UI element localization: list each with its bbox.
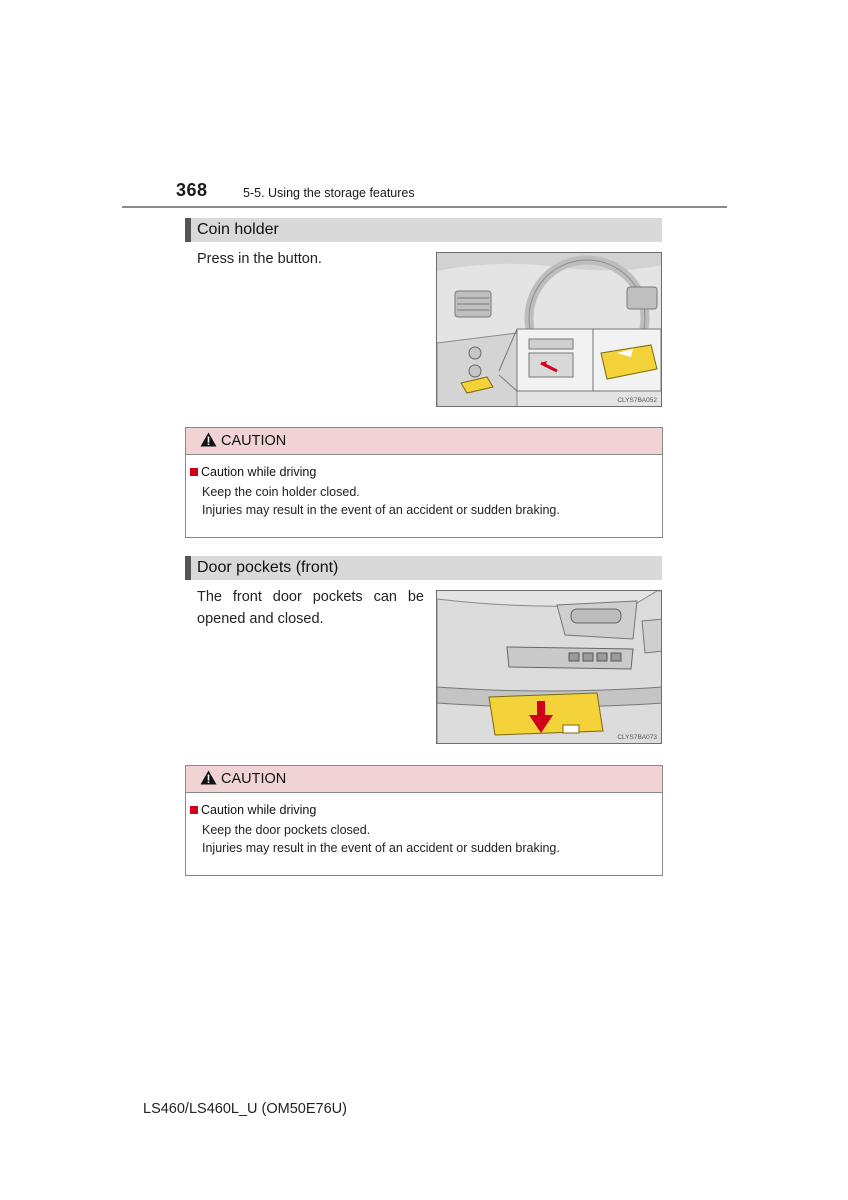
- page-number: 368: [176, 180, 208, 200]
- caution-subheading-text: Caution while driving: [201, 465, 317, 479]
- red-bullet-icon: [190, 806, 198, 814]
- caution-line: Keep the coin holder closed.: [202, 485, 360, 499]
- caution-subheading: [190, 803, 662, 817]
- caution-label: CAUTION: [221, 433, 287, 449]
- coin-holder-text: Press in the button.: [197, 251, 322, 267]
- caution-box-coin-holder: [185, 427, 663, 538]
- footer-model-code: LS460/LS460L_U (OM50E76U): [143, 1101, 347, 1117]
- caution-header: [186, 766, 662, 793]
- header-divider: [122, 206, 727, 208]
- warning-triangle-icon: [200, 430, 217, 456]
- coin-holder-illustration: [436, 252, 662, 407]
- caution-line: Injuries may result in the event of an accident or sudden braking.: [202, 841, 560, 855]
- door-pockets-illustration: [436, 590, 662, 744]
- red-bullet-icon: [190, 468, 198, 476]
- caution-subheading-text: Caution while driving: [201, 803, 317, 817]
- caution-line: Injuries may result in the event of an accident or sudden braking.: [202, 503, 560, 517]
- coin-holder-figure-code: CLYS7BA052: [617, 397, 657, 404]
- header-section-title: 5-5. Using the storage features: [243, 186, 415, 200]
- door-pockets-text: The front door pockets can be opened and closed.: [197, 589, 424, 627]
- warning-triangle-icon: [200, 768, 217, 794]
- caution-subheading: [190, 465, 662, 479]
- door-pockets-figure-code: CLYS7BA073: [617, 734, 657, 741]
- caution-line: Keep the door pockets closed.: [202, 823, 371, 837]
- caution-label: CAUTION: [221, 771, 287, 787]
- coin-holder-heading: Coin holder: [185, 218, 662, 242]
- door-pockets-heading: Door pockets (front): [185, 556, 662, 580]
- caution-header: [186, 428, 662, 455]
- caution-box-door-pockets: [185, 765, 663, 876]
